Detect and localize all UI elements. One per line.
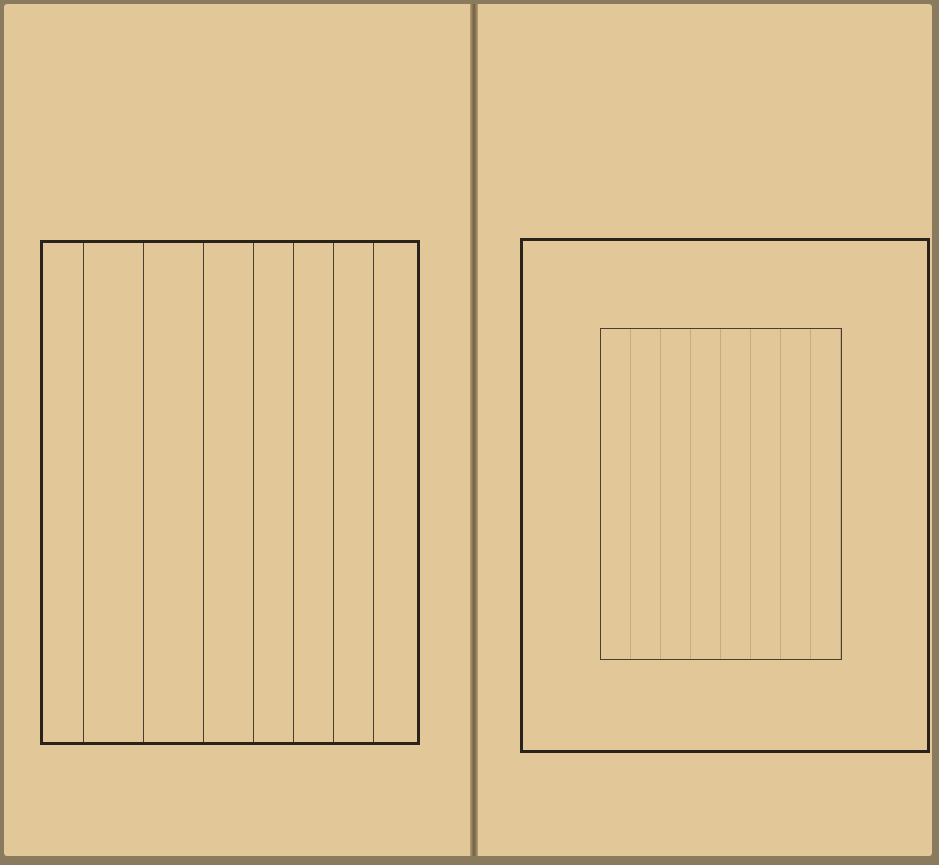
house-diagram-center <box>600 328 842 660</box>
column-rule <box>203 243 204 742</box>
book-gutter <box>470 4 478 856</box>
column-rule <box>373 243 374 742</box>
column-rule <box>293 243 294 742</box>
column-rule <box>253 243 254 742</box>
column-rule <box>333 243 334 742</box>
column-rule <box>83 243 84 742</box>
column-rule <box>143 243 144 742</box>
left-text-frame <box>40 240 420 745</box>
